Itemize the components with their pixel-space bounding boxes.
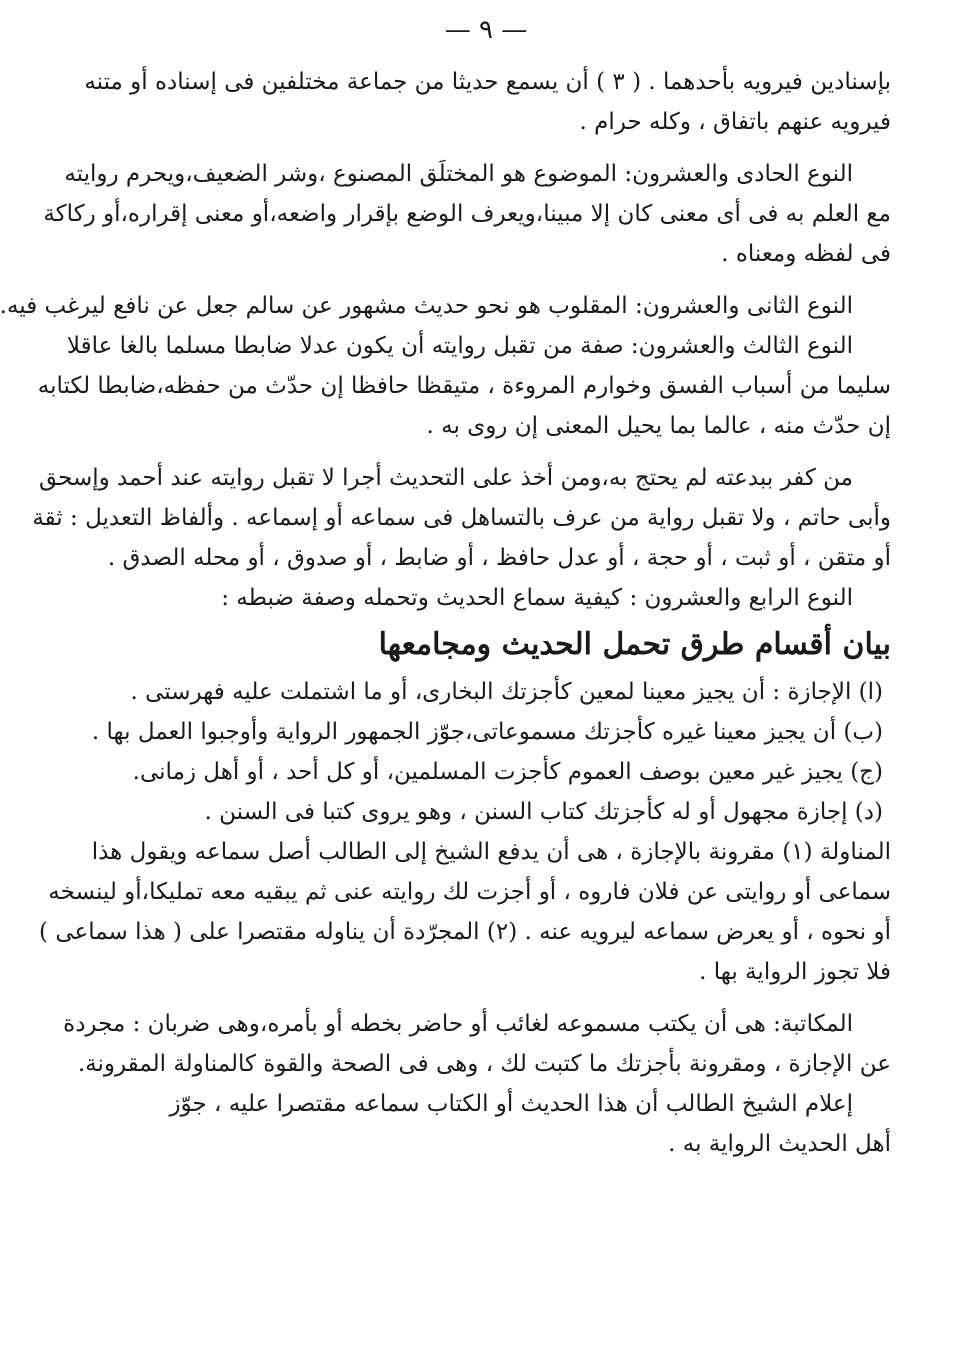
text-line: مع العلم به فى أى معنى كان إلا مبينا،ويعرف الوضع بإقرار واضعه،أو معنى إقراره،أو ركاكة xyxy=(43,201,891,227)
text-line: عن الإجازة ، ومقرونة بأجزتك ما كتبت لك ، وهى فى الصحة والقوة كالمناولة المقرونة. xyxy=(77,1051,891,1077)
text-line: المناولة (١) مقرونة بالإجازة ، هى أن يدفع الشيخ إلى الطالب أصل سماعه ويقول هذا xyxy=(91,839,891,865)
paragraphs-part-1 xyxy=(0,62,891,618)
paragraph-gap xyxy=(91,446,891,458)
text-line: المكاتبة: هى أن يكتب مسموعه لغائب أو حاضر بخطه أو بأمره،وهى ضربان : مجردة xyxy=(63,1011,853,1037)
text-line: أو نحوه ، أو يعرض سماعه ليرويه عنه . (٢) المجرّدة أن يناوله مقتصرا على ( هذا سماعى ) xyxy=(39,919,891,945)
text-line: سماعى أو روايتى عن فلان فاروه ، أو أجزت لك روايته عنى ثم يبقيه معه تمليكا،أو لينسخه xyxy=(48,879,891,905)
list-item: (ب) أن يجيز معينا غيره كأجزتك مسموعاتى،جوّز الجمهور الرواية وأوجبوا العمل بها . xyxy=(91,719,883,745)
section-heading: بيان أقسام طرق تحمل الحديث ومجامعها xyxy=(378,627,891,662)
body-text xyxy=(0,62,891,1164)
list-item: (د) إجازة مجهول أو له كأجزتك كتاب السنن ، وهو يروى كتبا فى السنن . xyxy=(204,799,883,825)
text-line: فلا تجوز الرواية بها . xyxy=(699,959,891,985)
transmission-methods-list xyxy=(91,672,891,832)
text-line: النوع الحادى والعشرون: الموضوع هو المختلَق المصنوع ،وشر الضعيف،ويحرم روايته xyxy=(64,161,853,187)
list-item: (ج) يجيز غير معين بوصف العموم كأجزت المسلمين، أو كل أحد ، أو أهل زمانى. xyxy=(132,759,883,785)
text-line: فيرويه عنهم باتفاق ، وكله حرام . xyxy=(579,109,891,135)
list-item: (ا) الإجازة : أن يجيز معينا لمعين كأجزتك البخارى، أو ما اشتملت عليه فهرستى . xyxy=(130,679,883,705)
text-line: من كفر ببدعته لم يحتج به،ومن أخذ على التحديث أجرا لا تقبل روايته عند أحمد وإسحق xyxy=(38,465,853,491)
text-line: النوع الثالث والعشرون: صفة من تقبل روايته أن يكون عدلا ضابطا مسلما بالغا عاقلا xyxy=(66,333,853,359)
text-line: أهل الحديث الرواية به . xyxy=(668,1131,891,1157)
paragraph-gap xyxy=(91,992,891,1004)
text-line: أو متقن ، أو ثبت ، أو حجة ، أو عدل حافظ ، أو ضابط ، أو صدوق ، أو محله الصدق . xyxy=(107,545,891,571)
page-number: — ٩ — xyxy=(444,15,528,45)
text-line: سليما من أسباب الفسق وخوارم المروءة ، متيقظا حافظا إن حدّث من حفظه،ضابطا لكتابه xyxy=(37,373,891,399)
paragraph-gap xyxy=(91,142,891,154)
paragraph-gap xyxy=(91,274,891,286)
text-line: فى لفظه ومعناه . xyxy=(721,241,891,267)
text-line: النوع الثانى والعشرون: المقلوب هو نحو حديث مشهور عن سالم جعل عن نافع ليرغب فيه. xyxy=(0,293,853,319)
text-line: إعلام الشيخ الطالب أن هذا الحديث أو الكتاب سماعه مقتصرا عليه ، جوّز xyxy=(169,1091,853,1117)
text-line: وأبى حاتم ، ولا تقبل رواية من عرف بالتساهل فى سماعه أو إسماعه . وألفاظ التعديل : ثقة xyxy=(32,505,891,531)
text-line: بإسنادين فيرويه بأحدهما . ( ٣ ) أن يسمع حديثا من جماعة مختلفين فى إسناده أو متنه xyxy=(84,69,891,95)
paragraphs-part-2 xyxy=(39,832,891,1164)
text-line: النوع الرابع والعشرون : كيفية سماع الحديث وتحمله وصفة ضبطه : xyxy=(221,585,853,611)
text-line: إن حدّث منه ، عالما بما يحيل المعنى إن روى به . xyxy=(426,413,891,439)
